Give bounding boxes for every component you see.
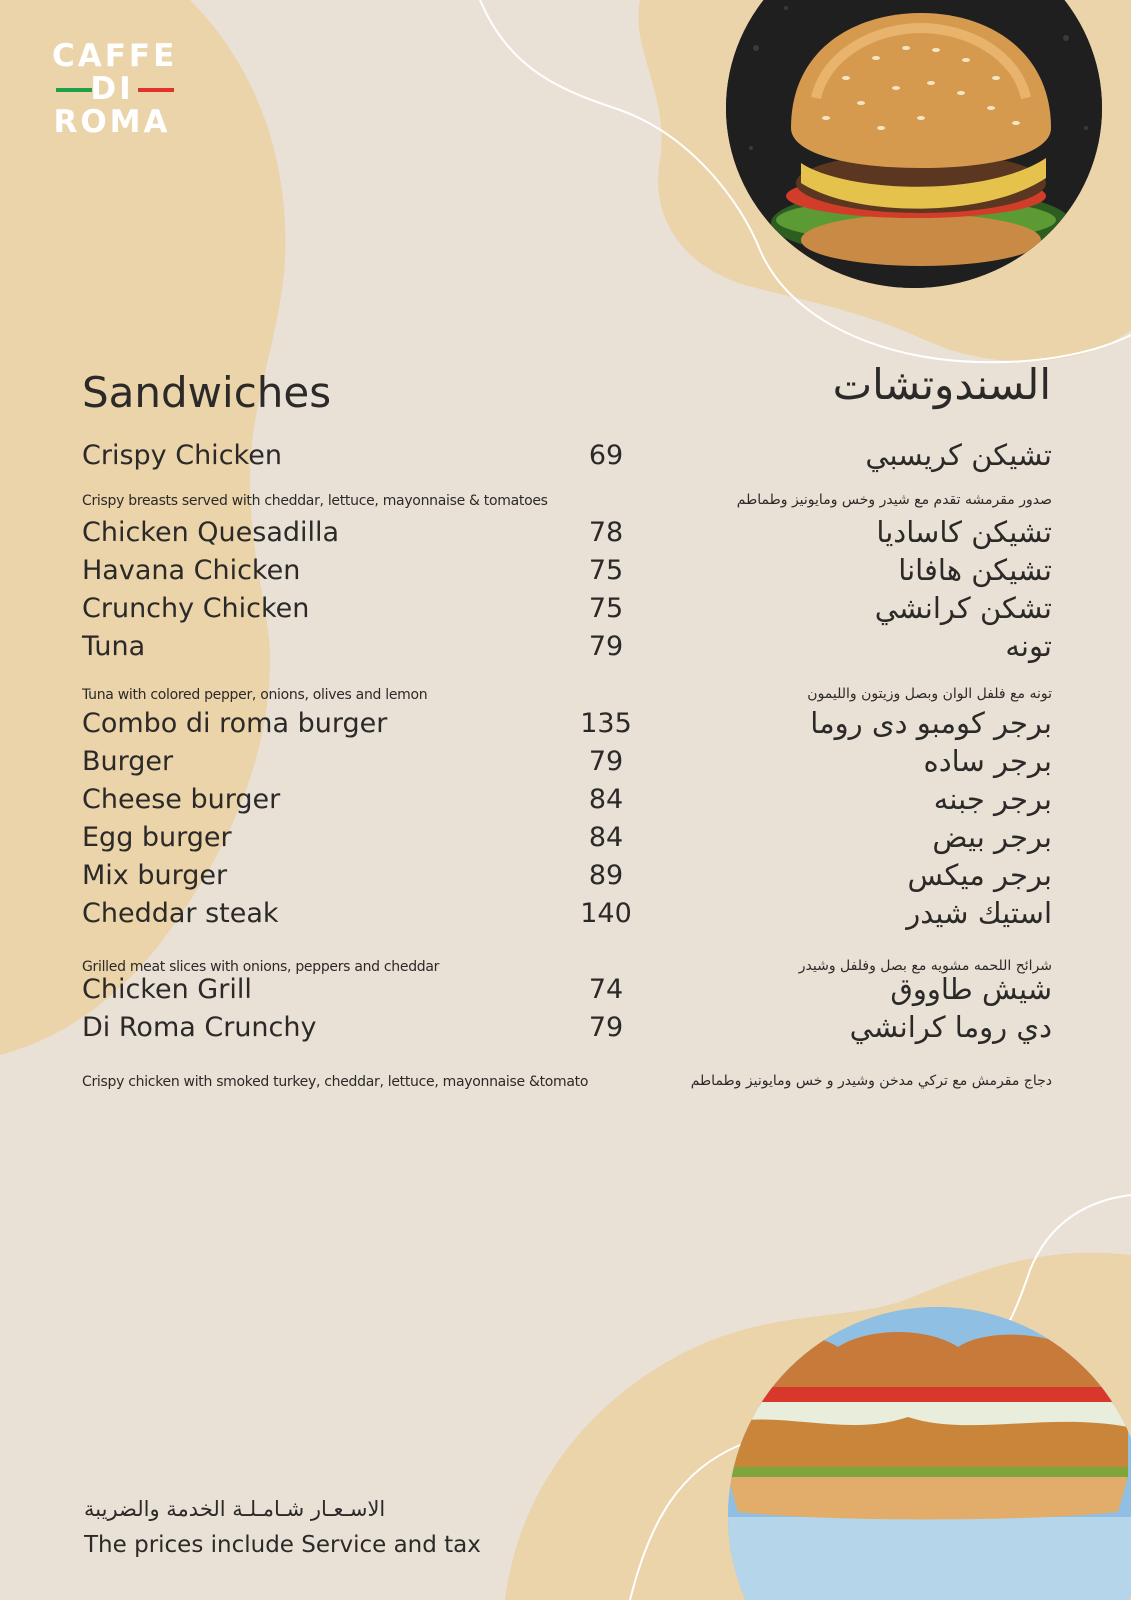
menu-item <box>82 896 1052 934</box>
item-description <box>82 685 1052 707</box>
logo-di-text: DI <box>90 71 134 107</box>
item-desc-en: Grilled meat slices with onions, peppers and cheddar <box>82 959 440 975</box>
menu-item <box>82 553 1052 591</box>
menu-item <box>82 591 1052 629</box>
item-name-en: Cheese burger <box>82 784 281 815</box>
item-name-en: Mix burger <box>82 860 228 891</box>
item-desc-en: Crispy breasts served with cheddar, lettuce, mayonnaise & tomatoes <box>82 493 548 509</box>
footer-note-en: The prices include Service and tax <box>84 1532 481 1558</box>
item-name-ar: تشيكن كاساديا <box>876 515 1052 549</box>
item-name-ar: برجر ميكس <box>907 858 1052 892</box>
item-name-en: Cheddar steak <box>82 898 279 929</box>
item-price: 135 <box>580 708 632 739</box>
footer-note-ar: الاسـعـار شـامـلـة الخدمة والضريبة <box>84 1497 386 1521</box>
item-price: 79 <box>588 746 624 777</box>
item-name-ar: تونه <box>1005 629 1052 663</box>
item-price: 140 <box>580 898 632 929</box>
item-desc-ar: تونه مع فلفل الوان وبصل وزيتون والليمون <box>807 686 1052 702</box>
cafe-logo <box>52 40 177 139</box>
section-title-ar: السندوتشات <box>832 360 1051 409</box>
menu-item <box>82 515 1052 553</box>
item-name-ar: دي روما كرانشي <box>849 1010 1052 1044</box>
item-name-ar: برجر ساده <box>923 744 1052 778</box>
item-name-ar: برجر بيض <box>932 820 1052 854</box>
item-name-en: Tuna <box>82 631 146 662</box>
item-price: 79 <box>588 1012 624 1043</box>
item-name-ar: استيك شيدر <box>906 896 1052 930</box>
item-name-en: Chicken Quesadilla <box>82 517 340 548</box>
item-price: 89 <box>588 860 624 891</box>
item-name-en: Burger <box>82 746 174 777</box>
item-name-ar: تشيكن كريسبي <box>865 438 1052 472</box>
item-price: 84 <box>588 822 624 853</box>
section-title-en: Sandwiches <box>82 368 332 417</box>
item-name-en: Crispy Chicken <box>82 440 282 471</box>
menu-item <box>82 972 1052 1010</box>
logo-red-dash <box>138 88 174 92</box>
item-price: 69 <box>588 440 624 471</box>
item-name-ar: برجر كومبو دى روما <box>810 706 1052 740</box>
menu-item <box>82 820 1052 858</box>
menu-item <box>82 706 1052 744</box>
item-name-en: Crunchy Chicken <box>82 593 310 624</box>
menu-item <box>82 782 1052 820</box>
item-name-ar: تشيكن هافانا <box>898 553 1052 587</box>
logo-line-2 <box>52 73 172 106</box>
menu-item <box>82 438 1052 476</box>
item-name-en: Egg burger <box>82 822 232 853</box>
item-price: 75 <box>588 593 624 624</box>
menu-item <box>82 744 1052 782</box>
item-desc-ar: دجاج مقرمش مع تركي مدخن وشيدر و خس ومايونيز وطماطم <box>690 1073 1052 1089</box>
item-desc-ar: شرائح اللحمه مشويه مع بصل وفلفل وشيدر <box>798 958 1052 974</box>
item-name-en: Havana Chicken <box>82 555 301 586</box>
item-name-ar: برجر جبنه <box>933 782 1052 816</box>
item-price: 74 <box>588 974 624 1005</box>
item-price: 84 <box>588 784 624 815</box>
item-desc-en: Tuna with colored pepper, onions, olives and lemon <box>82 687 428 703</box>
item-description <box>82 1072 1052 1094</box>
item-price: 75 <box>588 555 624 586</box>
item-desc-en: Crispy chicken with smoked turkey, cheddar, lettuce, mayonnaise &tomato <box>82 1074 589 1090</box>
item-name-en: Chicken Grill <box>82 974 252 1005</box>
logo-line-3: ROMA <box>53 104 171 140</box>
menu-item <box>82 629 1052 667</box>
item-name-en: Di Roma Crunchy <box>82 1012 317 1043</box>
item-price: 78 <box>588 517 624 548</box>
item-name-ar: شيش طاووق <box>890 972 1052 1006</box>
item-description <box>82 491 1052 513</box>
item-price: 79 <box>588 631 624 662</box>
logo-line-1: CAFFE <box>52 38 178 74</box>
menu-item <box>82 1010 1052 1048</box>
item-name-ar: تشكن كرانشي <box>874 591 1052 625</box>
item-name-en: Combo di roma burger <box>82 708 388 739</box>
menu-item <box>82 858 1052 896</box>
item-desc-ar: صدور مقرمشه تقدم مع شيدر وخس ومايونيز وطماطم <box>736 492 1052 508</box>
